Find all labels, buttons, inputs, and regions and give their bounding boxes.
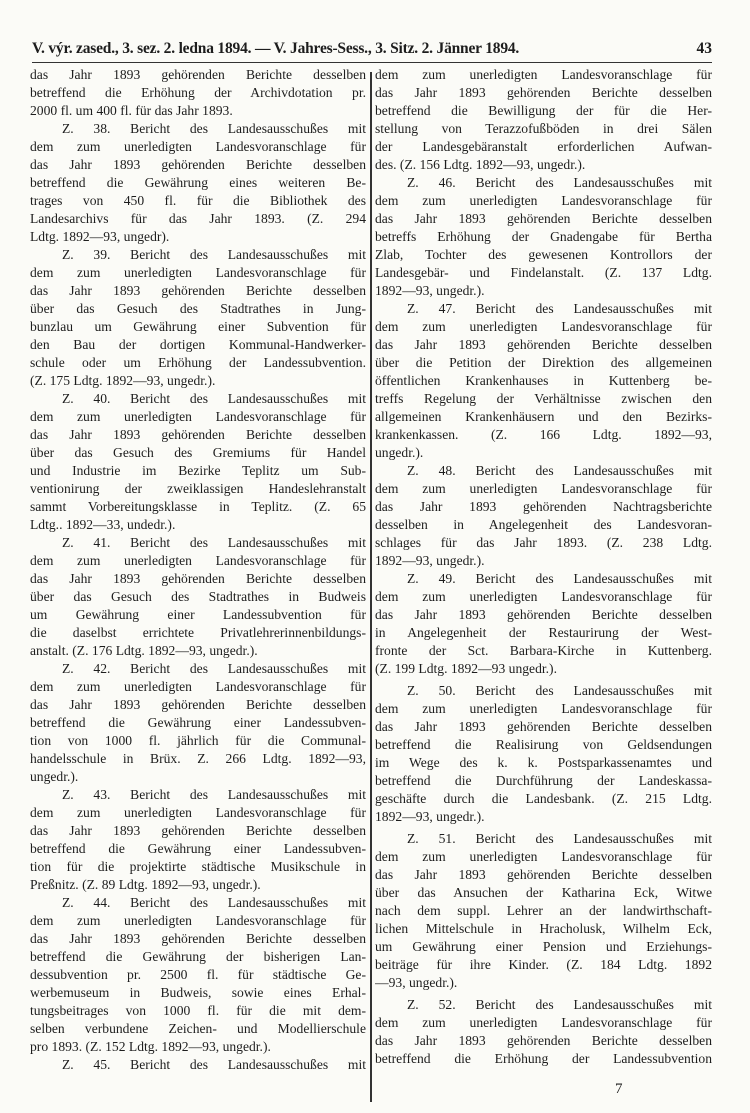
- text-line: das Jahr 1893 gehörenden Berichte desselben: [375, 337, 712, 352]
- text-line: öffentlichen Krankenhauses in Kuttenberg be-: [375, 373, 712, 388]
- text-line: über die Petition der Direktion des allgemeinen: [375, 355, 712, 370]
- paragraph: [375, 682, 712, 826]
- text-line: dem zum unerledigten Landesvoranschlage für: [30, 409, 366, 424]
- signature-mark: 7: [615, 1081, 623, 1097]
- text-line: das Jahr 1893 gehörenden Berichte desselben: [30, 697, 366, 712]
- paragraph: [375, 66, 712, 174]
- text-line: das Jahr 1893 gehörenden Berichte desselben: [375, 867, 712, 882]
- text-line: den Bau der dortigen Kommunal-Handwerker-: [30, 337, 366, 352]
- text-line: betreffend die Realisirung von Geldsendungen: [375, 737, 712, 752]
- paragraph: [375, 462, 712, 570]
- text-line: schule oder um Erhöhung der Landessubvention.: [30, 355, 366, 370]
- paragraph: [30, 660, 366, 786]
- text-line: das Jahr 1893 gehörenden Berichte desselben: [30, 571, 366, 586]
- text-line: das Jahr 1893 gehörenden Berichte desselben: [30, 823, 366, 838]
- text-line: im Wege des k. k. Postsparkassenamtes und: [375, 755, 712, 770]
- text-line: das Jahr 1893 gehörenden Berichte desselben: [375, 1033, 712, 1048]
- text-line: das Jahr 1893 gehörenden Nachtragsberichte: [375, 499, 712, 514]
- text-line: Z. 40. Bericht des Landesausschußes mit: [62, 391, 366, 406]
- text-line: Z. 42. Bericht des Landesausschußes mit: [62, 661, 366, 676]
- text-line: dem zum unerledigten Landesvoranschlage für: [375, 481, 712, 496]
- text-line: dem zum unerledigten Landesvoranschlage für: [375, 319, 712, 334]
- text-line: Z. 52. Bericht des Landesausschußes mit: [407, 997, 712, 1012]
- text-line: 1892—93, ungedr.).: [375, 283, 485, 298]
- text-line: dem zum unerledigten Landesvoranschlage für: [30, 679, 366, 694]
- text-line: tion von 1000 fl. jährlich für die Communal-: [30, 733, 366, 748]
- text-line: des. (Z. 156 Ldtg. 1892—93, ungedr.).: [375, 157, 586, 172]
- text-line: pro 1893. (Z. 152 Ldtg. 1892—93, ungedr.).: [30, 1039, 271, 1054]
- paragraph: [375, 174, 712, 300]
- paragraph: [30, 246, 366, 390]
- text-line: betreffend die Gewährung eines weiteren Be-: [30, 175, 366, 190]
- paragraph: [30, 390, 366, 534]
- text-line: Z. 44. Bericht des Landesausschußes mit: [62, 895, 366, 910]
- text-line: werbemuseum in Budweis, sowie eines Erhal-: [30, 985, 366, 1000]
- text-line: Ldtg.. 1892—33, undedr.).: [30, 517, 176, 532]
- text-line: Z. 48. Bericht des Landesausschußes mit: [407, 463, 712, 478]
- text-line: der Landesgebäranstalt erforderlichen Aufwan-: [375, 139, 712, 154]
- text-line: das Jahr 1893 gehörenden Berichte desselben: [30, 931, 366, 946]
- paragraph: [375, 300, 712, 462]
- text-line: schlages für das Jahr 1893. (Z. 238 Ldtg.: [375, 535, 712, 550]
- text-line: dem zum unerledigten Landesvoranschlage für: [30, 913, 366, 928]
- right-column: [375, 66, 712, 1068]
- text-line: Ldtg. 1892—93, ungedr).: [30, 229, 170, 244]
- text-line: ungedr.).: [30, 769, 79, 784]
- text-line: ventionirung der zweiklassigen Handeslehranstalt: [30, 481, 366, 496]
- left-column: [30, 66, 366, 1074]
- text-line: (Z. 199 Ldtg. 1892—93 ungedr.).: [375, 661, 557, 676]
- text-line: Landesgebär- und Findelanstalt. (Z. 137 Ldtg.: [375, 265, 712, 280]
- paragraph: [30, 1056, 366, 1074]
- text-line: um Gewährung einer Pension und Erziehungs-: [375, 939, 712, 954]
- text-line: betreffend die Erhöhung der Landessubvention: [375, 1051, 712, 1066]
- text-line: dem zum unerledigten Landesvoranschlage für: [30, 265, 366, 280]
- text-line: Z. 41. Bericht des Landesausschußes mit: [62, 535, 366, 550]
- text-line: krankenkassen. (Z. 166 Ldtg. 1892—93,: [375, 427, 712, 442]
- text-line: dem zum unerledigten Landesvoranschlage für: [375, 849, 712, 864]
- text-line: 1892—93, ungedr.).: [375, 809, 485, 824]
- text-line: über das Ansuchen der Katharina Eck, Witwe: [375, 885, 712, 900]
- text-line: selben verbundene Zeichen- und Modellierschule: [30, 1021, 366, 1036]
- text-line: Landesarchivs für das Jahr 1893. (Z. 294: [30, 211, 366, 226]
- text-line: handelsschule in Brüx. Z. 266 Ldtg. 1892—93,: [30, 751, 366, 766]
- text-line: trages von 450 fl. für die Bibliothek des: [30, 193, 366, 208]
- paragraph: [375, 570, 712, 678]
- text-line: —93, ungedr.).: [375, 975, 458, 990]
- text-line: in Angelegenheit der Restaurirung der West-: [375, 625, 712, 640]
- text-line: das Jahr 1893 gehörenden Berichte desselben: [30, 427, 366, 442]
- text-line: betreffend die Bewilligung der für die Her-: [375, 103, 712, 118]
- paragraph: [30, 894, 366, 1056]
- text-line: das Jahr 1893 gehörenden Berichte desselben: [375, 211, 712, 226]
- text-line: dem zum unerledigten Landesvoranschlage für: [375, 589, 712, 604]
- text-line: 1892—93, ungedr.).: [375, 553, 485, 568]
- text-line: dessubvention pr. 2500 fl. für städtische Ge-: [30, 967, 366, 982]
- text-line: allgemeinen Krankenhäusern und den Bezirks-: [375, 409, 712, 424]
- page-number: 43: [696, 40, 712, 57]
- paragraph: [30, 66, 366, 120]
- paragraph: [375, 996, 712, 1068]
- text-line: dem zum unerledigten Landesvoranschlage für: [375, 67, 712, 82]
- paragraph: [30, 534, 366, 660]
- text-line: 2000 fl. um 400 fl. für das Jahr 1893.: [30, 103, 233, 118]
- text-line: betreffend die Erhöhung der Archivdotation pr.: [30, 85, 366, 100]
- text-line: um Gewährung einer Landessubvention für: [30, 607, 366, 622]
- text-line: betreffs Erhöhung der Gnadengabe für Bertha: [375, 229, 712, 244]
- text-line: geschäfte durch die Landesbank. (Z. 215 Ldtg.: [375, 791, 712, 806]
- text-line: dem zum unerledigten Landesvoranschlage für: [375, 701, 712, 716]
- text-line: tungsbeitrages von 1000 fl. für die mit dem-: [30, 1003, 366, 1018]
- text-line: betreffend die Gewährung einer Landessubven-: [30, 715, 366, 730]
- paragraph: [375, 830, 712, 992]
- paragraph: [30, 786, 366, 894]
- text-line: tion für die projektirte städtische Musikschule in: [30, 859, 366, 874]
- text-line: die daselbst errichtete Privatlehrerinnenbildungs-: [30, 625, 366, 640]
- text-line: das Jahr 1893 gehörenden Berichte desselben: [375, 85, 712, 100]
- header-title: V. výr. zased., 3. sez. 2. ledna 1894. — V. Jahres-Sess., 3. Sitz. 2. Jänner 1894.: [32, 40, 520, 57]
- text-line: Z. 38. Bericht des Landesausschußes mit: [62, 121, 366, 136]
- text-line: das Jahr 1893 gehörenden Berichte desselben: [30, 67, 366, 82]
- text-line: sammt Vorbereitungsklasse in Teplitz. (Z. 65: [30, 499, 366, 514]
- text-line: Z. 51. Bericht des Landesausschußes mit: [407, 831, 712, 846]
- text-line: Z. 47. Bericht des Landesausschußes mit: [407, 301, 712, 316]
- text-line: beiträge für ihre Kinder. (Z. 184 Ldtg. 1892: [375, 957, 712, 972]
- text-line: das Jahr 1893 gehörenden Berichte desselben: [375, 719, 712, 734]
- text-line: Z. 50. Bericht des Landesausschußes mit: [407, 683, 712, 698]
- column-divider: [370, 72, 372, 1102]
- text-line: (Z. 175 Ldtg. 1892—93, ungedr.).: [30, 373, 216, 388]
- text-line: anstalt. (Z. 176 Ldtg. 1892—93, ungedr.).: [30, 643, 258, 658]
- text-line: Z. 43. Bericht des Landesausschußes mit: [62, 787, 366, 802]
- text-line: ungedr.).: [375, 445, 424, 460]
- text-line: Preßnitz. (Z. 89 Ldtg. 1892—93, ungedr.).: [30, 877, 261, 892]
- text-line: treffs Regelung der Verhältnisse zwischen den: [375, 391, 712, 406]
- text-line: dem zum unerledigten Landesvoranschlage für: [30, 139, 366, 154]
- text-line: Zlab, Tochter des gewesenen Kontrollors der: [375, 247, 712, 262]
- text-line: dem zum unerledigten Landesvoranschlage für: [30, 553, 366, 568]
- text-line: nach dem suppl. Lehrer an der landwirthschaft-: [375, 903, 712, 918]
- text-line: dem zum unerledigten Landesvoranschlage für: [30, 805, 366, 820]
- text-line: desselben in Angelegenheit des Landesvoran-: [375, 517, 712, 532]
- text-line: Z. 49. Bericht des Landesausschußes mit: [407, 571, 712, 586]
- paragraph: [30, 120, 366, 246]
- running-header: [32, 38, 712, 63]
- text-line: über das Gesuch des Gremiums für Handel: [30, 445, 366, 460]
- text-line: betreffend die Gewährung einer Landessubven-: [30, 841, 366, 856]
- text-line: betreffend die Gewährung der bisherigen Lan-: [30, 949, 366, 964]
- text-line: Z. 45. Bericht des Landesausschußes mit: [62, 1057, 366, 1072]
- text-line: lichen Mittelschule in Hracholusk, Wilhelm Eck,: [375, 921, 712, 936]
- text-line: stellung von Terazzofußböden in drei Sälen: [375, 121, 712, 136]
- text-line: das Jahr 1893 gehörenden Berichte desselben: [375, 607, 712, 622]
- text-line: Z. 39. Bericht des Landesausschußes mit: [62, 247, 366, 262]
- text-line: bunzlau um Gewährung einer Subvention für: [30, 319, 366, 334]
- text-line: betreffend die Durchführung der Landeskassa-: [375, 773, 712, 788]
- text-line: über das Gesuch des Stadtrathes in Jung-: [30, 301, 366, 316]
- text-line: dem zum unerledigten Landesvoranschlage für: [375, 193, 712, 208]
- text-line: Z. 46. Bericht des Landesausschußes mit: [407, 175, 712, 190]
- text-line: dem zum unerledigten Landesvoranschlage für: [375, 1015, 712, 1030]
- text-line: über das Gesuch des Stadtrathes in Budweis: [30, 589, 366, 604]
- text-line: das Jahr 1893 gehörenden Berichte desselben: [30, 157, 366, 172]
- text-line: fronte der Sct. Barbara-Kirche in Kuttenberg.: [375, 643, 712, 658]
- text-line: das Jahr 1893 gehörenden Berichte desselben: [30, 283, 366, 298]
- text-line: und Industrie im Bezirke Teplitz um Sub-: [30, 463, 366, 478]
